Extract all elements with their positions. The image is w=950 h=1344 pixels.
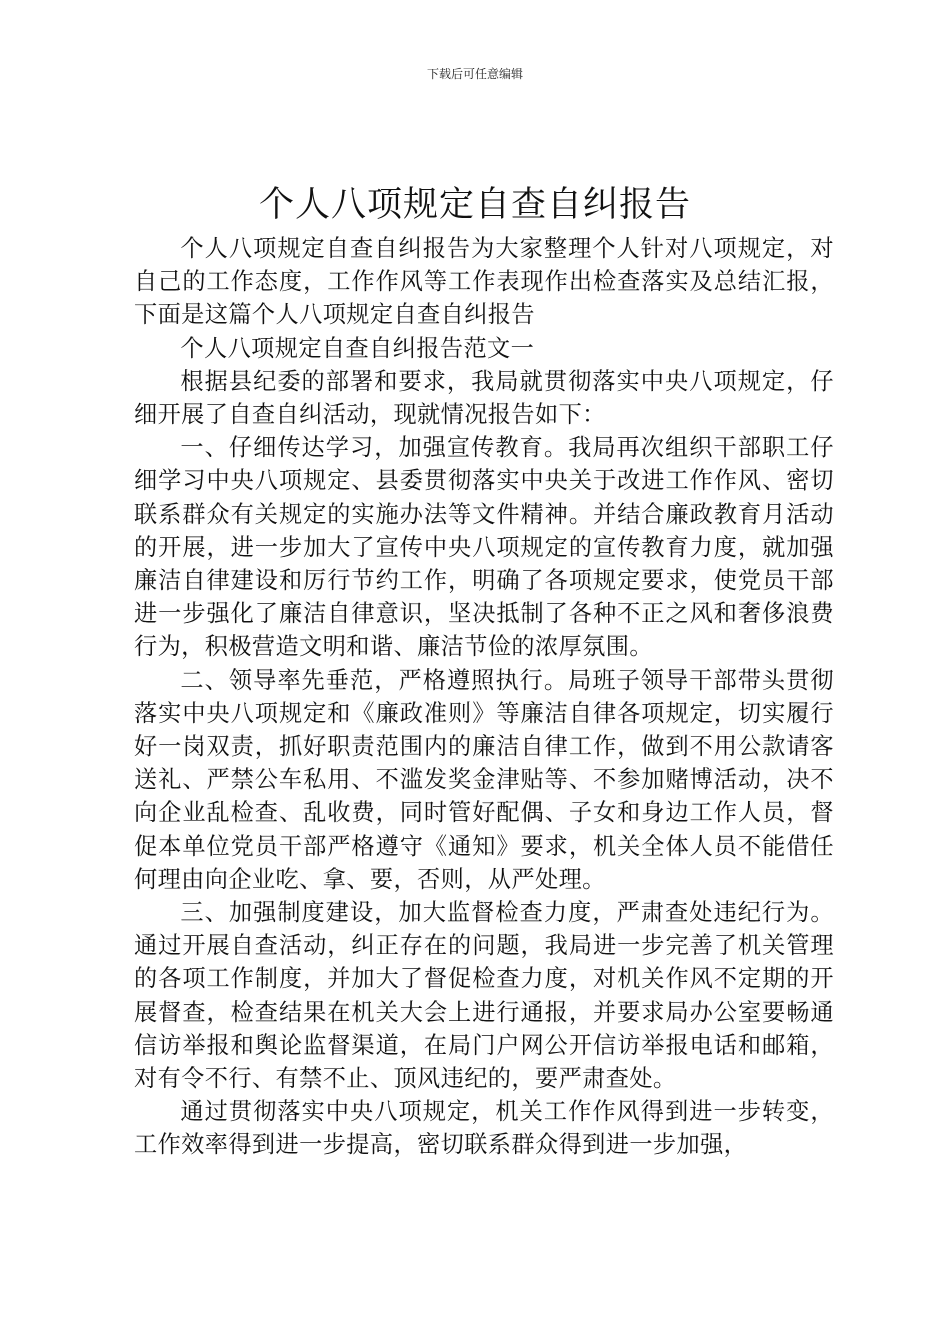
paragraph-opening: 根据县纪委的部署和要求，我局就贯彻落实中央八项规定，仔细开展了自查自纠活动，现就情况报告如下： [134,367,834,429]
paragraph-subheading: 个人八项规定自查自纠报告范文一 [180,334,535,362]
document-title: 个人八项规定自查自纠报告 [258,185,691,225]
paragraph-conclusion: 通过贯彻落实中央八项规定，机关工作作风得到进一步转变，工作效率得到进一步提高，密切联系群众得到进一步加强， [134,1098,834,1159]
paragraph-intro: 个人八项规定自查自纠报告为大家整理个人针对八项规定，对自己的工作态度，工作作风等工作表现作出检查落实及总结汇报，下面是这篇个人八项规定自查自纠报告 [134,235,834,329]
paragraph-section-one: 一、仔细传达学习，加强宣传教育。我局再次组织干部职工仔细学习中央八项规定、县委贯彻落实中央关于改进工作作风、密切联系群众有关规定的实施办法等文件精神。并结合廉政教育月活动的开展，进一步加大了宣传中央八项规定的宣传教育力度，就加强廉洁自律建设和厉行节约工作，明确了各项规定要求，使党员干部进一步强化了廉洁自律意识，坚决抵制了各种不正之风和奢侈浪费行为，积极营造文明和谐、廉洁节俭的浓厚氛围。 [134,434,834,661]
paragraph-section-three: 三、加强制度建设，加大监督检查力度，严肃查处违纪行为。通过开展自查活动，纠正存在的问题，我局进一步完善了机关管理的各项工作制度，并加大了督促检查力度，对机关作风不定期的开展督查，检查结果在机关大会上进行通报，并要求局办公室要畅通信访举报和舆论监督渠道，在局门户网公开信访举报电话和邮箱，对有令不行、有禁不止、顶风违纪的，要严肃查处。 [134,899,834,1093]
header-note: 下载后可任意编辑 [426,67,523,81]
document-body [134,232,834,1162]
paragraph-section-two: 二、领导率先垂范，严格遵照执行。局班子领导干部带头贯彻落实中央八项规定和《廉政准则》等廉洁自律各项规定，切实履行好一岗双责，抓好职责范围内的廉洁自律工作，做到不用公款请客送礼、严禁公车私用、不滥发奖金津贴等、不参加赌博活动，决不向企业乱检查、乱收费，同时管好配偶、子女和身边工作人员，督促本单位党员干部严格遵守《通知》要求，机关全体人员不能借任何理由向企业吃、拿、要，否则，从严处理。 [134,666,834,893]
